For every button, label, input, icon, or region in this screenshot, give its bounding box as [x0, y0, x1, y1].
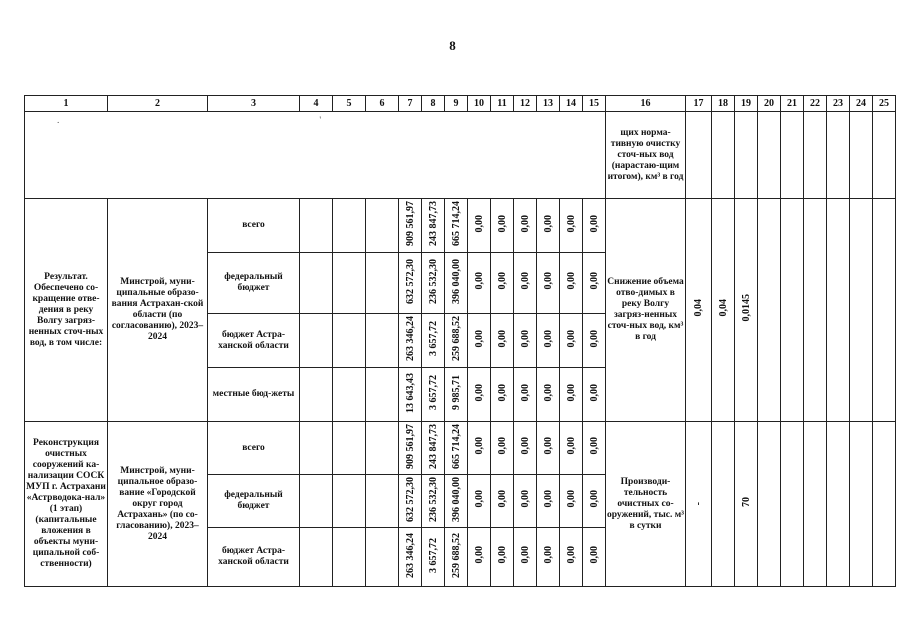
amount-zero — [491, 199, 514, 253]
amount-zero-text: 0,00 — [588, 490, 600, 508]
continuation-col-17 — [686, 112, 712, 199]
block2-col-25 — [873, 422, 896, 587]
amount-zero-text: 0,00 — [542, 272, 554, 290]
continuation-row — [25, 112, 896, 199]
col-6-empty — [366, 528, 399, 587]
amount-zero-text: 0,00 — [542, 437, 554, 455]
amount-total — [399, 475, 422, 528]
amount-zero-text: 0,00 — [565, 383, 577, 402]
amount-total-text: 263 346,24 — [404, 532, 416, 578]
block1-col-17 — [686, 199, 712, 422]
amount-zero-text: 0,00 — [496, 490, 508, 508]
column-header-10: 10 — [468, 96, 491, 112]
continuation-col-18 — [712, 112, 735, 199]
amount-zero-text: 0,00 — [473, 383, 485, 402]
amount-zero-text: 0,00 — [473, 437, 485, 455]
block1-col-19 — [735, 199, 758, 422]
amount-zero-text: 0,00 — [473, 272, 485, 290]
amount-2023 — [422, 528, 445, 587]
amount-2023-text: 236 532,30 — [427, 258, 439, 304]
amount-total-text: 909 561,97 — [404, 423, 416, 469]
column-header-2: 2 — [108, 96, 208, 112]
col-4-empty — [300, 253, 333, 314]
amount-zero — [468, 528, 491, 587]
amount-2024 — [445, 528, 468, 587]
amount-zero — [514, 253, 537, 314]
column-header-20: 20 — [758, 96, 781, 112]
block2-col-18 — [712, 422, 735, 587]
col-6-empty — [366, 475, 399, 528]
amount-zero — [560, 368, 583, 422]
amount-zero-text: 0,00 — [496, 546, 508, 564]
amount-zero — [537, 422, 560, 475]
amount-zero — [537, 314, 560, 368]
amount-zero-text: 0,00 — [519, 383, 531, 402]
amount-zero — [468, 475, 491, 528]
block2-row — [25, 422, 896, 475]
column-header-4: 4 — [300, 96, 333, 112]
amount-total-text: 909 561,97 — [404, 201, 416, 246]
continuation-col-20 — [758, 112, 781, 199]
column-header-5: 5 — [333, 96, 366, 112]
column-header-16: 16 — [606, 96, 686, 112]
block1-col-24 — [850, 199, 873, 422]
col-5-empty — [333, 475, 366, 528]
col-5-empty — [333, 422, 366, 475]
column-header-15: 15 — [583, 96, 606, 112]
amount-total-text: 632 572,30 — [404, 476, 416, 522]
col-5-empty — [333, 368, 366, 422]
block2-description: Реконструкция очистных сооружений ка-нализации СОСК МУП г. Астрахани «Астрводока-нал» (1 этап) (капитальные вложения в объекты муни-ципальной соб-ственности) — [25, 422, 108, 587]
continuation-col-21 — [781, 112, 804, 199]
block2-col-23 — [827, 422, 850, 587]
amount-zero-text: 0,00 — [588, 437, 600, 455]
amount-zero-text: 0,00 — [565, 546, 577, 564]
amount-2024 — [445, 475, 468, 528]
amount-total-text: 263 346,24 — [404, 316, 416, 361]
amount-zero-text: 0,00 — [519, 546, 531, 564]
stray-mark: ' — [319, 116, 322, 126]
amount-zero — [560, 422, 583, 475]
amount-2023 — [422, 314, 445, 368]
amount-zero-text: 0,00 — [542, 490, 554, 508]
amount-zero — [491, 314, 514, 368]
amount-zero-text: 0,00 — [473, 546, 485, 564]
amount-zero — [537, 368, 560, 422]
amount-zero — [491, 528, 514, 587]
column-header-3: 3 — [208, 96, 300, 112]
block1-col-23 — [827, 199, 850, 422]
amount-total-text: 632 572,30 — [404, 258, 416, 304]
block1-col-20 — [758, 199, 781, 422]
amount-zero — [560, 253, 583, 314]
amount-2023-text: 3 657,72 — [427, 321, 439, 356]
amount-2023 — [422, 475, 445, 528]
amount-zero-text: 0,00 — [588, 383, 600, 402]
amount-2024-text: 396 040,00 — [450, 476, 462, 522]
amount-zero-text: 0,00 — [473, 214, 485, 233]
block1-col-21 — [781, 199, 804, 422]
amount-zero-text: 0,00 — [588, 546, 600, 564]
block1-row — [25, 199, 896, 253]
block2-col-20 — [758, 422, 781, 587]
amount-zero-text: 0,00 — [473, 329, 485, 348]
amount-2023 — [422, 368, 445, 422]
column-header-24: 24 — [850, 96, 873, 112]
amount-2023 — [422, 253, 445, 314]
amount-zero — [468, 314, 491, 368]
column-header-13: 13 — [537, 96, 560, 112]
amount-zero-text: 0,00 — [565, 272, 577, 290]
amount-zero-text: 0,00 — [496, 383, 508, 402]
column-header-11: 11 — [491, 96, 514, 112]
amount-zero-text: 0,00 — [565, 329, 577, 348]
continuation-cell — [25, 112, 606, 199]
amount-zero-text: 0,00 — [542, 214, 554, 233]
amount-zero — [468, 253, 491, 314]
column-header-1: 1 — [25, 96, 108, 112]
amount-zero-text: 0,00 — [496, 437, 508, 455]
block1-col-17-text: 0,04 — [693, 299, 704, 317]
continuation-col-22 — [804, 112, 827, 199]
block2-col-19-text: 70 — [740, 497, 752, 507]
col-4-empty — [300, 368, 333, 422]
column-header-21: 21 — [781, 96, 804, 112]
program-table — [24, 95, 896, 587]
amount-zero — [583, 253, 606, 314]
amount-zero — [537, 475, 560, 528]
amount-total-text: 13 643,43 — [404, 372, 416, 413]
amount-zero-text: 0,00 — [588, 329, 600, 348]
amount-2024-text: 665 714,24 — [450, 201, 462, 246]
col-5-empty — [333, 528, 366, 587]
page-number: 8 — [449, 38, 456, 53]
amount-zero — [491, 368, 514, 422]
funding-source-label: всего — [208, 422, 300, 475]
amount-total — [399, 528, 422, 587]
continuation-indicator: щих норма-тивную очистку сточ-ных вод (нарастаю-щим итогом), км³ в год — [606, 112, 686, 199]
block2-responsible: Минстрой, муни-ципальное образо-вание «Городской округ город Астрахань» (по со-гласованию), 2023–2024 — [108, 422, 208, 587]
col-4-empty — [300, 199, 333, 253]
stray-mark: . — [57, 116, 60, 126]
amount-zero-text: 0,00 — [519, 490, 531, 508]
amount-2024-text: 665 714,24 — [450, 423, 462, 469]
amount-2023-text: 243 847,73 — [427, 201, 439, 246]
amount-zero — [583, 314, 606, 368]
column-header-6: 6 — [366, 96, 399, 112]
amount-zero — [537, 253, 560, 314]
amount-2023-text: 236 532,30 — [427, 476, 439, 522]
block2-col-24 — [850, 422, 873, 587]
amount-zero — [514, 368, 537, 422]
amount-zero-text: 0,00 — [588, 214, 600, 233]
col-6-empty — [366, 314, 399, 368]
funding-source-label: бюджет Астра-ханской области — [208, 528, 300, 587]
amount-2024 — [445, 422, 468, 475]
continuation-col-19 — [735, 112, 758, 199]
continuation-col-23 — [827, 112, 850, 199]
amount-zero-text: 0,00 — [496, 214, 508, 233]
amount-2023 — [422, 199, 445, 253]
amount-2024-text: 259 688,52 — [450, 316, 462, 361]
col-6-empty — [366, 368, 399, 422]
funding-source-label: всего — [208, 199, 300, 253]
amount-zero — [583, 528, 606, 587]
block1-indicator: Снижение объема отво-димых в реку Волгу загряз-ненных сточ-ных вод, км³ в год — [606, 199, 686, 422]
amount-zero — [583, 368, 606, 422]
column-header-7: 7 — [399, 96, 422, 112]
block2-col-22 — [804, 422, 827, 587]
block2-col-21 — [781, 422, 804, 587]
amount-total — [399, 422, 422, 475]
amount-zero — [491, 422, 514, 475]
block1-col-18 — [712, 199, 735, 422]
col-4-empty — [300, 475, 333, 528]
block1-col-25 — [873, 199, 896, 422]
amount-zero-text: 0,00 — [542, 383, 554, 402]
column-header-8: 8 — [422, 96, 445, 112]
funding-source-label: федеральный бюджет — [208, 475, 300, 528]
amount-2023-text: 3 657,72 — [427, 375, 439, 410]
col-4-empty — [300, 314, 333, 368]
amount-zero — [560, 528, 583, 587]
col-4-empty — [300, 422, 333, 475]
continuation-col-25 — [873, 112, 896, 199]
amount-zero-text: 0,00 — [519, 214, 531, 233]
amount-2023-text: 243 847,73 — [427, 423, 439, 469]
column-header-12: 12 — [514, 96, 537, 112]
amount-zero-text: 0,00 — [519, 272, 531, 290]
block1-description: Результат. Обеспечено со-кращение отве-дения в реку Волгу загряз-ненных сточ-ных вод, в том числе: — [25, 199, 108, 422]
amount-zero-text: 0,00 — [542, 329, 554, 348]
block1-col-22 — [804, 199, 827, 422]
amount-zero-text: 0,00 — [588, 272, 600, 290]
col-6-empty — [366, 422, 399, 475]
block2-col-19 — [735, 422, 758, 587]
column-header-25: 25 — [873, 96, 896, 112]
amount-zero-text: 0,00 — [542, 546, 554, 564]
amount-2024 — [445, 368, 468, 422]
amount-zero — [514, 199, 537, 253]
continuation-col-24 — [850, 112, 873, 199]
block1-col-18-text: 0,04 — [717, 299, 729, 317]
amount-zero — [537, 528, 560, 587]
header-row — [25, 96, 896, 112]
amount-total — [399, 199, 422, 253]
column-header-18: 18 — [712, 96, 735, 112]
amount-2024-text: 396 040,00 — [450, 258, 462, 304]
amount-zero — [514, 475, 537, 528]
amount-zero — [514, 422, 537, 475]
block1-responsible: Минстрой, муни-ципальные образо-вания Астрахан-ской области (по согласованию), 2023–2024 — [108, 199, 208, 422]
amount-zero-text: 0,00 — [473, 490, 485, 508]
amount-2024 — [445, 314, 468, 368]
amount-zero — [491, 475, 514, 528]
col-6-empty — [366, 253, 399, 314]
amount-2023-text: 3 657,72 — [427, 537, 439, 573]
amount-zero — [583, 475, 606, 528]
block2-col-17 — [686, 422, 712, 587]
col-5-empty — [333, 199, 366, 253]
amount-zero — [468, 422, 491, 475]
amount-zero — [468, 368, 491, 422]
column-header-23: 23 — [827, 96, 850, 112]
col-4-empty — [300, 528, 333, 587]
column-header-22: 22 — [804, 96, 827, 112]
column-header-19: 19 — [735, 96, 758, 112]
amount-zero — [491, 253, 514, 314]
column-header-14: 14 — [560, 96, 583, 112]
amount-2023 — [422, 422, 445, 475]
amount-2024-text: 9 985,71 — [450, 375, 462, 410]
amount-zero — [537, 199, 560, 253]
amount-zero-text: 0,00 — [496, 272, 508, 290]
amount-total — [399, 253, 422, 314]
funding-source-label: местные бюд-жеты — [208, 368, 300, 422]
amount-zero-text: 0,00 — [519, 437, 531, 455]
block2-col-17-text: - — [693, 502, 704, 506]
column-header-9: 9 — [445, 96, 468, 112]
amount-zero — [514, 528, 537, 587]
amount-total — [399, 368, 422, 422]
col-6-empty — [366, 199, 399, 253]
amount-zero-text: 0,00 — [565, 437, 577, 455]
amount-zero-text: 0,00 — [519, 329, 531, 348]
column-header-17: 17 — [686, 96, 712, 112]
block2-indicator: Производи-тельность очистных со-оружений, тыс. м³ в сутки — [606, 422, 686, 587]
amount-zero — [514, 314, 537, 368]
col-5-empty — [333, 253, 366, 314]
amount-2024 — [445, 253, 468, 314]
amount-zero — [560, 314, 583, 368]
amount-zero — [583, 422, 606, 475]
amount-total — [399, 314, 422, 368]
funding-source-label: бюджет Астра-ханской области — [208, 314, 300, 368]
amount-zero — [560, 475, 583, 528]
amount-zero — [583, 199, 606, 253]
col-5-empty — [333, 314, 366, 368]
amount-zero — [560, 199, 583, 253]
amount-zero-text: 0,00 — [496, 329, 508, 348]
block1-col-19-text: 0,0145 — [740, 294, 752, 322]
amount-zero-text: 0,00 — [565, 214, 577, 233]
amount-2024 — [445, 199, 468, 253]
amount-zero — [468, 199, 491, 253]
amount-zero-text: 0,00 — [565, 490, 577, 508]
amount-2024-text: 259 688,52 — [450, 532, 462, 578]
funding-source-label: федеральный бюджет — [208, 253, 300, 314]
